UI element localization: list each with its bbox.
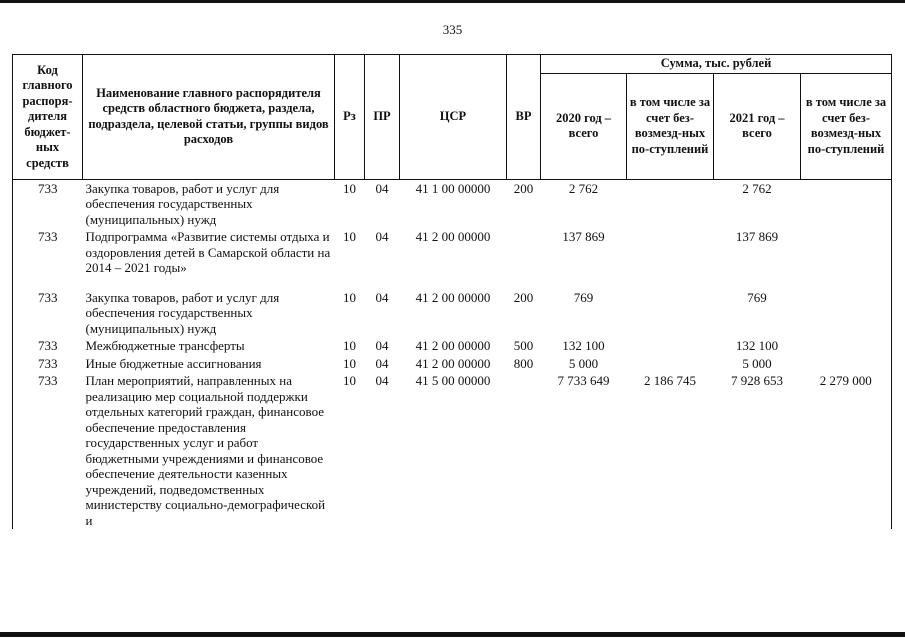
top-rule xyxy=(0,0,905,3)
header-name: Наименование главного распорядителя средств областного бюджета, раздела, подраздела, целевой статьи, группы видов расходов xyxy=(83,55,335,180)
cell-y2020: 5 000 xyxy=(568,355,599,371)
cell-name: Закупка товаров, работ и услуг для обеспечения государственных (муниципальных) нужд xyxy=(85,180,280,227)
cell-y2021-free xyxy=(801,228,892,277)
cell-rz: 10 xyxy=(343,180,356,196)
cell-y2021: 132 100 xyxy=(735,338,779,353)
header-2020-free: в том числе за счет без-возмезд-ных по-ступлений xyxy=(627,73,714,179)
cell-vr: 800 xyxy=(513,355,534,371)
cell-kod: 733 xyxy=(13,337,83,355)
budget-document xyxy=(12,54,891,529)
table-row xyxy=(13,228,892,277)
cell-y2020: 137 869 xyxy=(562,229,605,244)
cell-y2021-free: 2 279 000 xyxy=(801,372,892,529)
cell-y2020: 7 733 649 xyxy=(557,373,610,388)
spacer-cell xyxy=(541,277,627,289)
cell-rz: 10 xyxy=(343,229,356,244)
bottom-rule xyxy=(0,632,905,637)
cell-y2021: 769 xyxy=(747,289,767,305)
header-csr: ЦСР xyxy=(400,55,507,180)
spacer-cell xyxy=(335,277,365,289)
cell-y2020: 132 100 xyxy=(562,338,605,353)
cell-kod: 733 xyxy=(13,289,83,338)
cell-pr: 04 xyxy=(375,180,389,196)
cell-csr: 41 2 00 00000 xyxy=(415,229,491,244)
cell-kod: 733 xyxy=(13,228,83,277)
cell-csr: 41 2 00 00000 xyxy=(415,355,491,371)
cell-pr: 04 xyxy=(375,338,389,353)
cell-y2021: 2 762 xyxy=(742,180,772,196)
spacer-cell xyxy=(83,277,335,289)
cell-y2020: 2 762 xyxy=(568,180,599,196)
cell-y2021-free xyxy=(801,355,892,373)
table-row xyxy=(13,355,892,373)
cell-vr: 200 xyxy=(513,289,534,305)
row-spacer xyxy=(13,277,892,289)
cell-y2021-free xyxy=(801,337,892,355)
cell-kod: 733 xyxy=(13,372,83,529)
cell-y2020-free: 2 186 745 xyxy=(644,373,696,388)
page-number: 335 xyxy=(442,22,463,37)
header-2020-total: 2020 год – всего xyxy=(541,73,627,179)
spacer-cell xyxy=(801,277,892,289)
cell-y2020-free xyxy=(627,179,714,228)
cell-y2020-free xyxy=(627,228,714,277)
cell-name: Межбюджетные трансферты xyxy=(85,338,245,353)
cell-kod: 733 xyxy=(13,179,83,228)
cell-kod: 733 xyxy=(13,355,83,373)
cell-y2021: 137 869 xyxy=(735,229,779,244)
budget-table xyxy=(12,54,892,529)
header-2021-total: 2021 год – всего xyxy=(714,73,801,179)
table-header xyxy=(13,55,892,180)
table-row xyxy=(13,372,892,529)
cell-rz: 10 xyxy=(343,338,356,353)
table-row xyxy=(13,289,892,338)
table-row xyxy=(13,179,892,228)
cell-y2020-free xyxy=(627,337,714,355)
cell-vr xyxy=(507,372,541,529)
cell-rz: 10 xyxy=(343,373,356,388)
spacer-cell xyxy=(627,277,714,289)
cell-rz: 10 xyxy=(343,289,356,305)
header-2021-free: в том числе за счет без-возмезд-ных по-ступлений xyxy=(801,73,892,179)
cell-rz: 10 xyxy=(343,355,356,371)
cell-name: Закупка товаров, работ и услуг для обеспечения государственных (муниципальных) нужд xyxy=(85,289,280,336)
cell-csr: 41 5 00 00000 xyxy=(415,373,491,388)
cell-name: Подпрограмма «Развитие системы отдыха и оздоровления детей в Самарской области на 2014 – 2021 годы» xyxy=(85,229,331,275)
cell-pr: 04 xyxy=(375,289,389,305)
cell-y2021-free xyxy=(801,289,892,338)
header-summa: Сумма, тыс. рублей xyxy=(541,55,892,74)
cell-y2020-free xyxy=(627,289,714,338)
spacer-cell xyxy=(507,277,541,289)
header-vr: ВР xyxy=(507,55,541,180)
cell-y2021-free xyxy=(801,179,892,228)
cell-vr: 500 xyxy=(513,338,534,353)
cell-pr: 04 xyxy=(375,229,389,244)
spacer-cell xyxy=(13,277,83,289)
cell-name: Иные бюджетные ассигнования xyxy=(85,355,262,371)
cell-csr: 41 2 00 00000 xyxy=(415,338,491,353)
spacer-cell xyxy=(714,277,801,289)
cell-csr: 41 2 00 00000 xyxy=(415,289,491,305)
cell-y2021: 5 000 xyxy=(742,355,772,371)
cell-pr: 04 xyxy=(375,373,389,388)
cell-y2020-free xyxy=(627,355,714,373)
cell-y2021: 7 928 653 xyxy=(731,373,783,388)
cell-y2020: 769 xyxy=(573,289,594,305)
cell-vr: 200 xyxy=(513,180,534,196)
table-body xyxy=(13,179,892,529)
cell-pr: 04 xyxy=(375,355,389,371)
cell-vr xyxy=(507,228,541,277)
header-pr: ПР xyxy=(365,55,400,180)
spacer-cell xyxy=(365,277,400,289)
header-rz: Рз xyxy=(335,55,365,180)
cell-name: План мероприятий, направленных на реализацию мер социальной поддержки отдельных категорий граждан, финансовое обеспечение предоставления государственных услуг и работ бюджетными учреждениями и финансовое обеспечение деятельности казенных учреждений, подведомственных министерству социально-демографической и xyxy=(85,373,326,528)
cell-csr: 41 1 00 00000 xyxy=(415,180,491,196)
table-row xyxy=(13,337,892,355)
spacer-cell xyxy=(400,277,507,289)
header-kod: Код главного распоря-дителя бюджет-ных средств xyxy=(13,55,83,180)
